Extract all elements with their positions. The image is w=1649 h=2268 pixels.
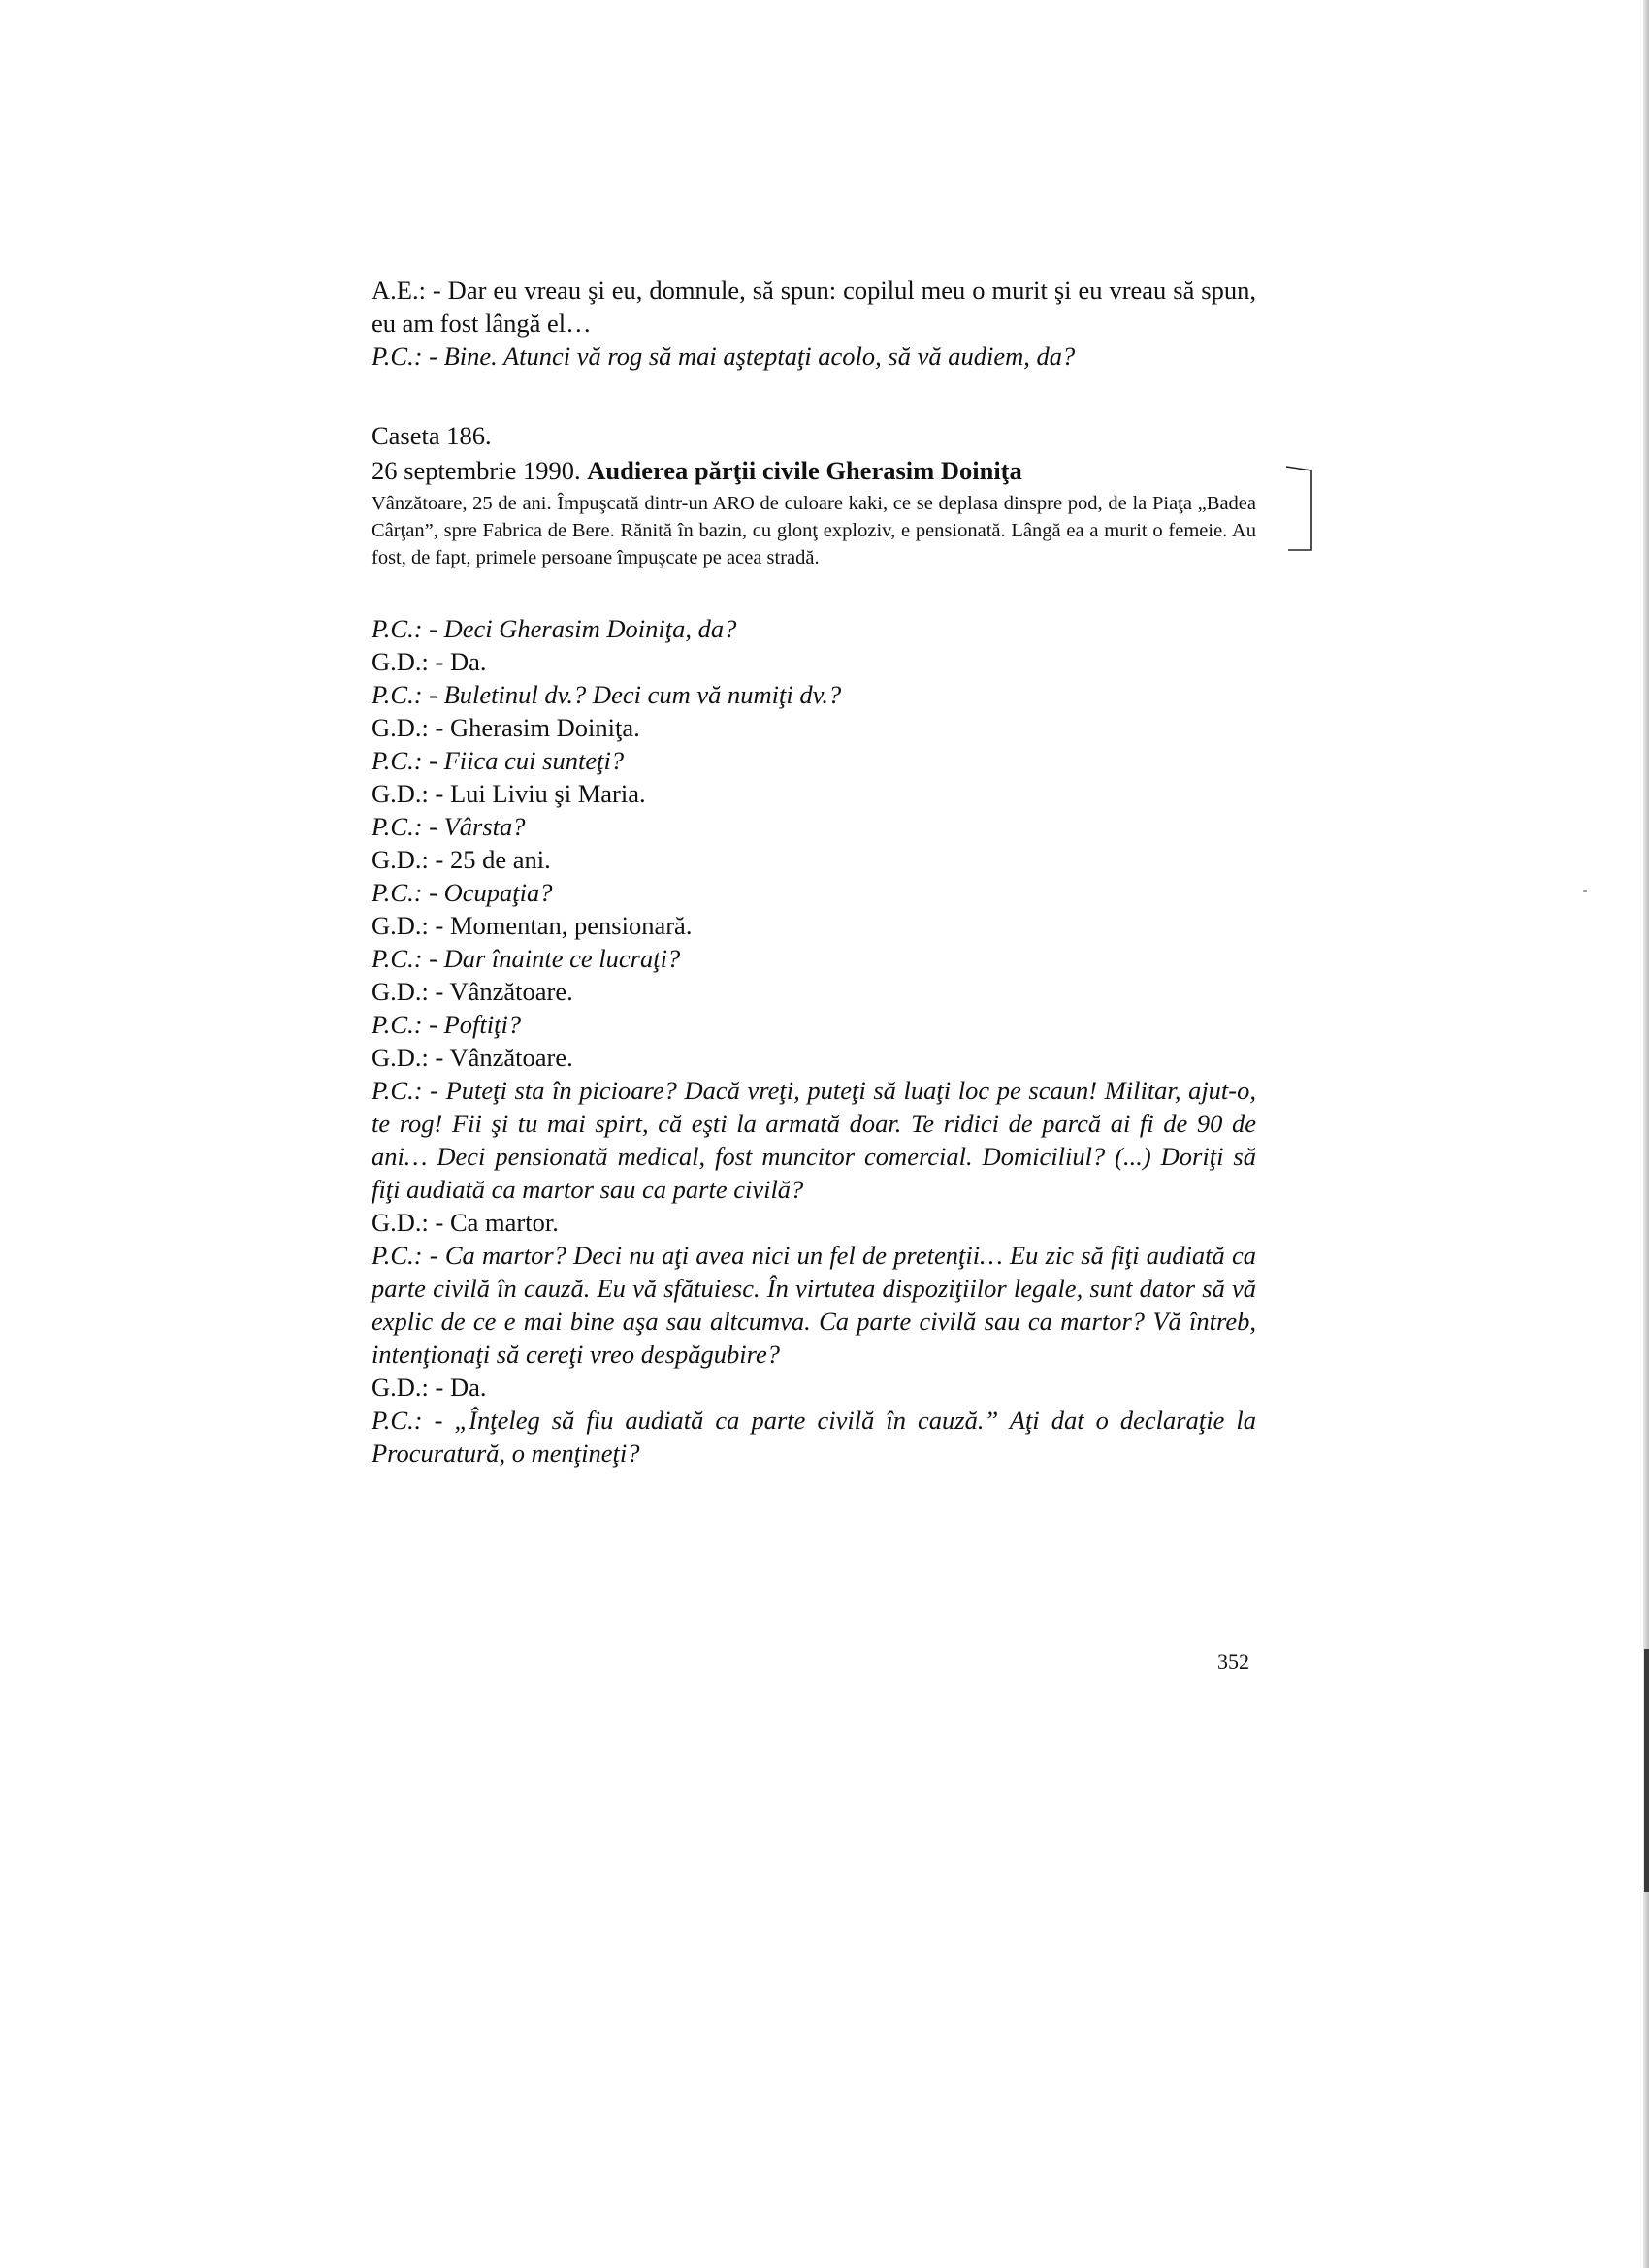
speaker-label: P.C.:	[372, 878, 423, 907]
page-number: 352	[1217, 1649, 1249, 1673]
dialogue-text: - Lui Liviu şi Maria.	[428, 779, 646, 808]
speaker-label: P.C.:	[372, 746, 423, 775]
margin-bracket-mark	[1280, 461, 1319, 558]
binding-shadow	[1644, 1649, 1649, 1892]
dialogue-text: - Momentan, pensionară.	[428, 911, 693, 940]
dialogue-text: - „Înţeleg să fiu audiată ca parte civilă în cauză.” Aţi dat o declaraţie la Procuratură, o menţineţi?	[372, 1406, 1256, 1468]
speaker-label: P.C.:	[372, 812, 423, 841]
dialogue-text: - Fiica cui sunteţi?	[422, 746, 625, 775]
dialogue-line	[372, 810, 1256, 843]
speaker-label: P.C.:	[372, 1010, 423, 1039]
speaker-label: G.D.:	[372, 647, 429, 676]
speaker-label: G.D.:	[372, 1043, 429, 1072]
speaker-label: G.D.:	[372, 1373, 429, 1402]
section-summary: Vânzătoare, 25 de ani. Împuşcată dintr-un ARO de culoare kaki, ce se deplasa dinspre pod, de la Piaţa „Badea Cârţan”, spre Fabrica de Bere. Rănită în bazin, cu glonţ exploziv, e pensionată. Lângă ea a murit o femeie. Au fost, de fapt, primele persoane împuşcate pe acea stradă.	[372, 493, 1256, 568]
speaker-label: G.D.:	[372, 1208, 429, 1237]
dialogue-line	[372, 1239, 1256, 1371]
section-header	[372, 418, 1256, 571]
speaker-label: G.D.:	[372, 911, 429, 940]
dialogue-line	[372, 1371, 1256, 1404]
dialogue-line	[372, 340, 1256, 373]
dialogue-line	[372, 942, 1256, 975]
dialogue-line	[372, 645, 1256, 678]
intro-block	[372, 274, 1256, 373]
dialogue-line	[372, 843, 1256, 876]
dialogue-line	[372, 876, 1256, 909]
dialogue-line	[372, 678, 1256, 711]
dialogue-text: - Buletinul dv.? Deci cum vă numiţi dv.?	[422, 680, 842, 709]
dialogue-text: - Gherasim Doiniţa.	[428, 713, 640, 742]
dialogue-text: - Deci Gherasim Doiniţa, da?	[422, 614, 737, 643]
page-edge	[1643, 0, 1649, 2268]
speaker-label: P.C.:	[372, 944, 423, 973]
dialogue-line	[372, 1041, 1256, 1074]
dialogue-text: - Vârsta?	[422, 812, 526, 841]
dialogue-line	[372, 1008, 1256, 1041]
speaker-label: P.C.:	[372, 1406, 423, 1435]
dialogue-text: - 25 de ani.	[428, 845, 551, 874]
speaker-label: P.C.:	[372, 1241, 423, 1270]
section-title-line	[372, 453, 1256, 488]
dialogue-line	[372, 274, 1256, 340]
dialogue-line	[372, 1404, 1256, 1470]
speaker-label: P.C.:	[372, 341, 423, 371]
dialogue-line	[372, 744, 1256, 777]
dialogue-line	[372, 909, 1256, 942]
dialogue-text: - Vânzătoare.	[428, 1043, 573, 1072]
speaker-label: G.D.:	[372, 713, 429, 742]
speaker-label: P.C.:	[372, 614, 423, 643]
dialogue-block	[372, 612, 1256, 1470]
dialogue-text: - Bine. Atunci vă rog să mai aşteptaţi acolo, să vă audiem, da?	[422, 341, 1076, 371]
dialogue-line	[372, 612, 1256, 645]
speaker-label: P.C.:	[372, 680, 423, 709]
page-content	[372, 274, 1256, 1470]
dialogue-text: - Dar eu vreau şi eu, domnule, să spun: copilul meu o murit şi eu vreau să spun, eu am fost lângă el…	[372, 275, 1256, 338]
dialogue-line	[372, 1206, 1256, 1239]
section-date: 26 septembrie 1990.	[372, 456, 581, 485]
dialogue-text: - Da.	[428, 1373, 487, 1402]
dialogue-text: - Puteţi sta în picioare? Dacă vreţi, puteţi să luaţi loc pe scaun! Militar, ajut-o, te rog! Fii şi tu mai spirt, că eşti la armată doar. Te ridici de parcă ai fi de 90 de ani… Deci pensionată medical, fost muncitor comercial. Domiciliul? (...) Doriţi să fiţi audiată ca martor sau ca parte civilă?	[372, 1076, 1256, 1204]
dialogue-text: - Da.	[428, 647, 487, 676]
dialogue-text: - Dar înainte ce lucraţi?	[422, 944, 681, 973]
section-title: Audierea părţii civile Gherasim Doiniţa	[587, 456, 1022, 485]
dialogue-line	[372, 777, 1256, 810]
speaker-label: A.E.:	[372, 275, 426, 305]
speaker-label: G.D.:	[372, 779, 429, 808]
dialogue-text: - Poftiţi?	[422, 1010, 522, 1039]
dialogue-text: - Ocupaţia?	[422, 878, 553, 907]
dialogue-line	[372, 975, 1256, 1008]
speaker-label: G.D.:	[372, 845, 429, 874]
speaker-label: G.D.:	[372, 977, 429, 1006]
dialogue-text: - Ca martor? Deci nu aţi avea nici un fel de pretenţii… Eu zic să fiţi audiată ca parte civilă în cauză. Eu vă sfătuiesc. În virtutea dispoziţiilor legale, sunt dator să vă explic de ce e mai bine aşa sau altcumva. Ca parte civilă sau ca martor? Vă întreb, intenţionaţi să cereţi vreo despăgubire?	[372, 1241, 1256, 1369]
caseta-label: Caseta 186.	[372, 421, 492, 450]
speaker-label: P.C.:	[372, 1076, 423, 1105]
dialogue-line	[372, 711, 1256, 744]
scan-speck	[1583, 890, 1587, 892]
dialogue-text: - Ca martor.	[428, 1208, 559, 1237]
dialogue-line	[372, 1074, 1256, 1206]
dialogue-text: - Vânzătoare.	[428, 977, 573, 1006]
